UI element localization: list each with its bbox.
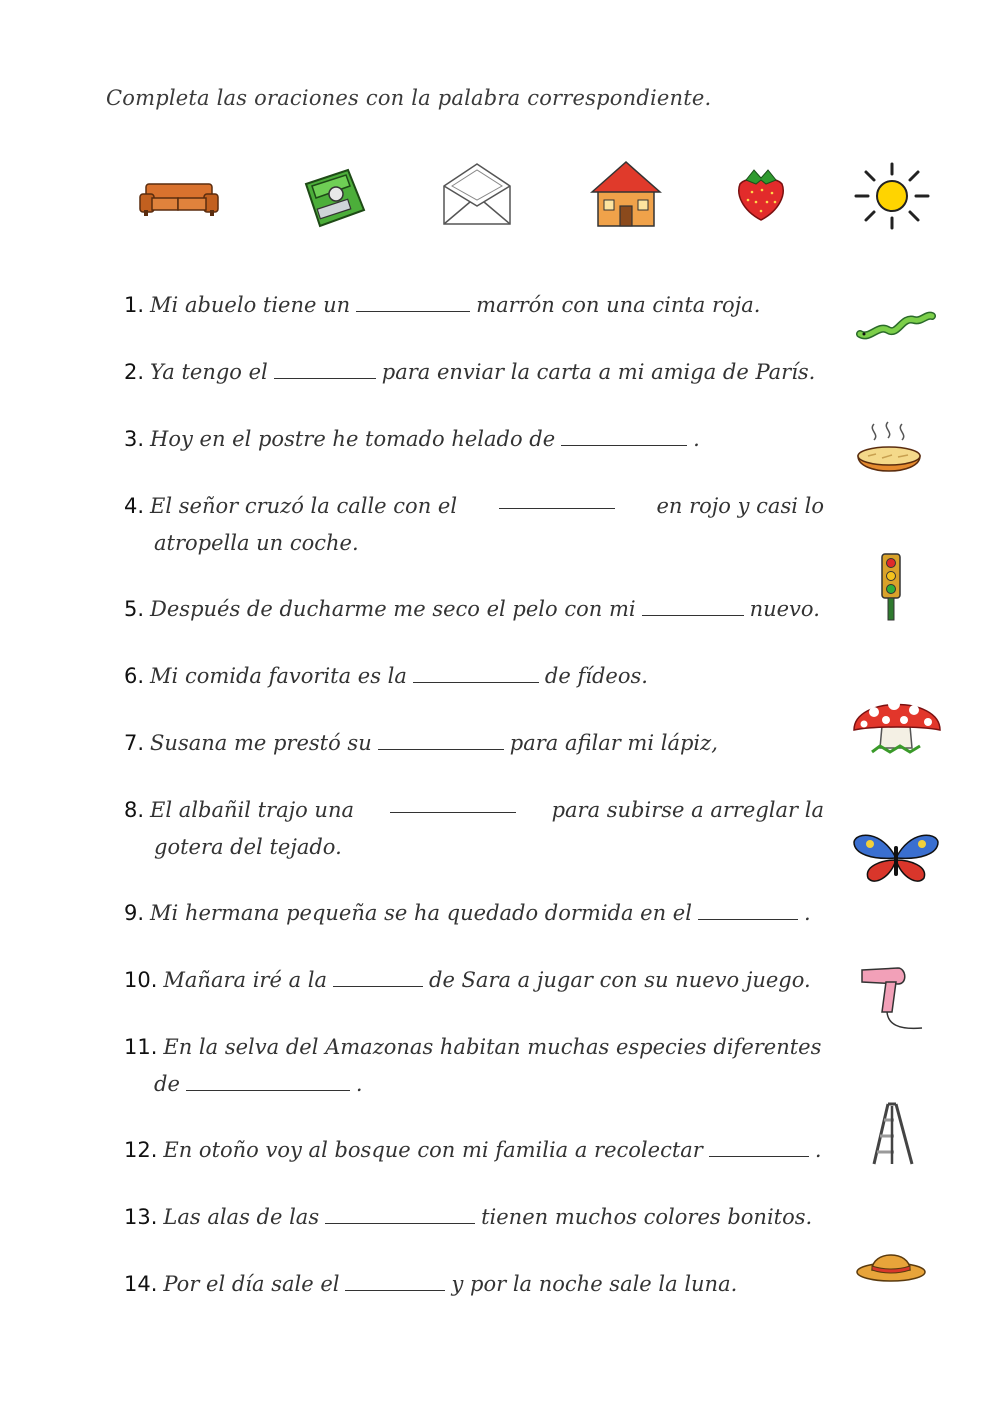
instructions: Completa las oraciones con la palabra correspondiente.	[106, 86, 712, 110]
sentence-8: 8. El albañil trajo una para subirse a arreglar la gotera del tejado.	[124, 792, 824, 866]
house-icon	[590, 160, 662, 228]
soup-bowl-icon	[854, 420, 924, 486]
answer-blank[interactable]	[642, 595, 744, 616]
envelope-icon	[440, 160, 514, 228]
sentence-3: 3. Hoy en el postre he tomado helado de .	[124, 427, 700, 451]
answer-blank[interactable]	[345, 1270, 445, 1291]
answer-blank[interactable]	[274, 358, 376, 379]
ladder-icon	[870, 1100, 916, 1168]
snake-icon	[856, 304, 936, 342]
sofa-icon	[138, 180, 220, 220]
answer-blank[interactable]	[709, 1136, 809, 1157]
sentence-9: 9. Mi hermana pequeña se ha quedado dormida en el .	[124, 901, 811, 925]
sentence-5: 5. Después de ducharme me seco el pelo con mi nuevo.	[124, 597, 820, 621]
sentence-4: 4. El señor cruzó la calle con el en rojo y casi lo atropella un coche.	[124, 488, 824, 562]
sentence-7: 7. Susana me prestó su para afilar mi lápiz,	[124, 731, 718, 755]
butterfly-icon	[852, 830, 940, 886]
answer-blank[interactable]	[499, 488, 615, 509]
sentence-14: 14. Por el día sale el y por la noche sale la luna.	[124, 1272, 738, 1296]
answer-blank[interactable]	[413, 662, 539, 683]
mushroom-icon	[850, 686, 944, 760]
sentence-6: 6. Mi comida favorita es la de fídeos.	[124, 664, 648, 688]
answer-blank[interactable]	[186, 1070, 350, 1091]
hat-icon	[854, 1244, 928, 1284]
answer-blank[interactable]	[356, 291, 470, 312]
sentence-2: 2. Ya tengo el para enviar la carta a mi amiga de París.	[124, 360, 816, 384]
sentence-13: 13. Las alas de las tienen muchos colores bonitos.	[124, 1205, 813, 1229]
answer-blank[interactable]	[333, 966, 423, 987]
traffic-light-icon	[878, 552, 904, 622]
sentence-1: 1. Mi abuelo tiene un marrón con una cinta roja.	[124, 293, 761, 317]
answer-blank[interactable]	[378, 729, 504, 750]
answer-blank[interactable]	[325, 1203, 475, 1224]
sentence-10: 10. Mañara iré a la de Sara a jugar con su nuevo juego.	[124, 968, 811, 992]
sun-icon	[852, 160, 932, 232]
answer-blank[interactable]	[561, 425, 687, 446]
answer-blank[interactable]	[698, 899, 798, 920]
answer-blank[interactable]	[390, 792, 516, 813]
sentence-12: 12. En otoño voy al bosque con mi familia a recolectar .	[124, 1138, 822, 1162]
sharpener-icon	[298, 164, 368, 230]
sentence-11: 11. En la selva del Amazonas habitan muchas especies diferentes de .	[124, 1035, 822, 1096]
strawberry-icon	[734, 166, 788, 222]
hair-dryer-icon	[858, 964, 926, 1036]
